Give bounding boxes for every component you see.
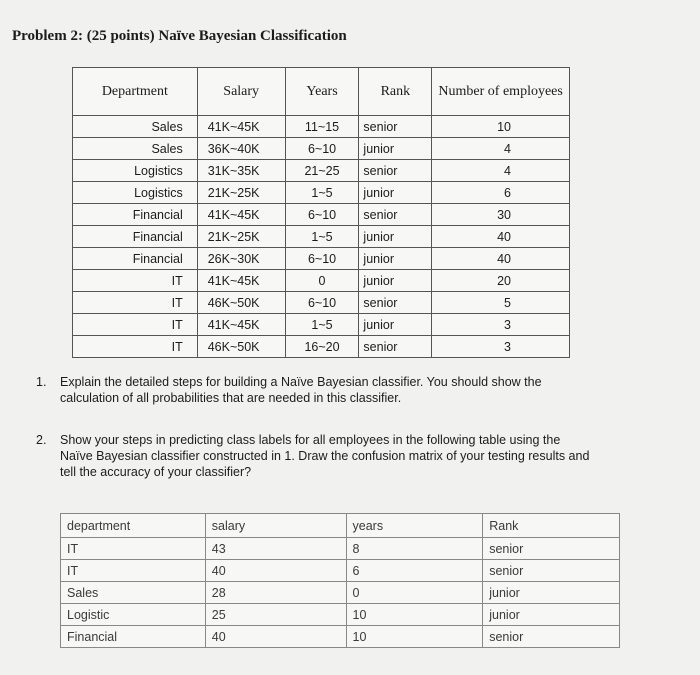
cell-years: 11~15 [285,116,359,138]
training-header-row [73,68,570,116]
cell-number-of-employees: 5 [432,292,570,314]
training-body [73,116,570,358]
training-row [73,248,570,270]
header-department: Department [73,68,198,116]
test-header-department: department [61,514,206,538]
cell-years: 1~5 [285,182,359,204]
question-list [36,374,596,480]
test-cell-department: Logistic [61,604,206,626]
test-header-row [61,514,620,538]
training-row [73,336,570,358]
cell-years: 21~25 [285,160,359,182]
test-header-years: years [346,514,483,538]
cell-department: IT [73,336,198,358]
header-salary: Salary [197,68,285,116]
test-cell-rank: junior [483,582,620,604]
cell-salary: 26K~30K [197,248,285,270]
question-1 [36,374,596,406]
test-cell-rank: senior [483,560,620,582]
training-row [73,292,570,314]
cell-salary: 41K~45K [197,314,285,336]
test-row [61,560,620,582]
cell-salary: 31K~35K [197,160,285,182]
test-body [61,538,620,648]
cell-number-of-employees: 6 [432,182,570,204]
cell-number-of-employees: 4 [432,160,570,182]
cell-department: Financial [73,204,198,226]
test-header-salary: salary [205,514,346,538]
test-cell-department: Financial [61,626,206,648]
cell-department: Sales [73,138,198,160]
cell-number-of-employees: 30 [432,204,570,226]
training-row [73,182,570,204]
cell-department: Logistics [73,160,198,182]
cell-salary: 41K~45K [197,116,285,138]
test-cell-salary: 28 [205,582,346,604]
test-row [61,582,620,604]
training-table [72,67,570,358]
question-number: 2. [36,433,47,447]
cell-years: 0 [285,270,359,292]
cell-rank: junior [359,182,432,204]
question-number: 1. [36,375,47,389]
cell-department: IT [73,314,198,336]
cell-rank: senior [359,116,432,138]
test-table [60,513,620,648]
cell-years: 1~5 [285,314,359,336]
cell-years: 6~10 [285,138,359,160]
test-cell-department: Sales [61,582,206,604]
question-2 [36,432,596,480]
cell-years: 6~10 [285,248,359,270]
cell-department: Financial [73,226,198,248]
training-row [73,160,570,182]
test-cell-department: IT [61,538,206,560]
cell-number-of-employees: 40 [432,248,570,270]
cell-department: Logistics [73,182,198,204]
cell-years: 6~10 [285,292,359,314]
cell-department: IT [73,292,198,314]
cell-rank: junior [359,270,432,292]
test-cell-years: 0 [346,582,483,604]
cell-rank: junior [359,138,432,160]
test-row [61,604,620,626]
cell-number-of-employees: 3 [432,336,570,358]
cell-number-of-employees: 10 [432,116,570,138]
training-row [73,138,570,160]
cell-rank: senior [359,160,432,182]
test-cell-years: 10 [346,626,483,648]
training-row [73,270,570,292]
test-cell-salary: 43 [205,538,346,560]
cell-years: 6~10 [285,204,359,226]
cell-salary: 41K~45K [197,204,285,226]
test-cell-rank: senior [483,626,620,648]
problem-title: Problem 2: (25 points) Naïve Bayesian Classification [12,28,347,44]
cell-years: 16~20 [285,336,359,358]
test-cell-rank: junior [483,604,620,626]
test-cell-salary: 25 [205,604,346,626]
cell-salary: 21K~25K [197,182,285,204]
cell-salary: 46K~50K [197,292,285,314]
cell-rank: junior [359,314,432,336]
cell-salary: 41K~45K [197,270,285,292]
cell-department: Sales [73,116,198,138]
training-row [73,116,570,138]
test-cell-years: 6 [346,560,483,582]
training-row [73,226,570,248]
cell-salary: 36K~40K [197,138,285,160]
cell-number-of-employees: 3 [432,314,570,336]
cell-rank: senior [359,204,432,226]
test-header-rank: Rank [483,514,620,538]
cell-years: 1~5 [285,226,359,248]
test-cell-years: 10 [346,604,483,626]
test-cell-salary: 40 [205,626,346,648]
cell-rank: junior [359,226,432,248]
question-text: Explain the detailed steps for building a Naïve Bayesian classifier. You should show the calculation of all probabilities that are needed in this classifier. [60,375,542,405]
header-years: Years [285,68,359,116]
training-row [73,204,570,226]
cell-rank: senior [359,292,432,314]
cell-rank: junior [359,248,432,270]
test-cell-years: 8 [346,538,483,560]
test-row [61,626,620,648]
training-row [73,314,570,336]
test-row [61,538,620,560]
header-number-of-employees: Number of employees [432,68,570,116]
test-cell-salary: 40 [205,560,346,582]
cell-salary: 21K~25K [197,226,285,248]
cell-number-of-employees: 20 [432,270,570,292]
cell-department: IT [73,270,198,292]
header-rank: Rank [359,68,432,116]
test-cell-rank: senior [483,538,620,560]
cell-salary: 46K~50K [197,336,285,358]
test-cell-department: IT [61,560,206,582]
question-text: Show your steps in predicting class labels for all employees in the following table using the Naïve Bayesian classifier constructed in 1. Draw the confusion matrix of your testing results and tell the accuracy of your classifier? [60,433,590,479]
cell-number-of-employees: 4 [432,138,570,160]
cell-department: Financial [73,248,198,270]
cell-number-of-employees: 40 [432,226,570,248]
cell-rank: senior [359,336,432,358]
